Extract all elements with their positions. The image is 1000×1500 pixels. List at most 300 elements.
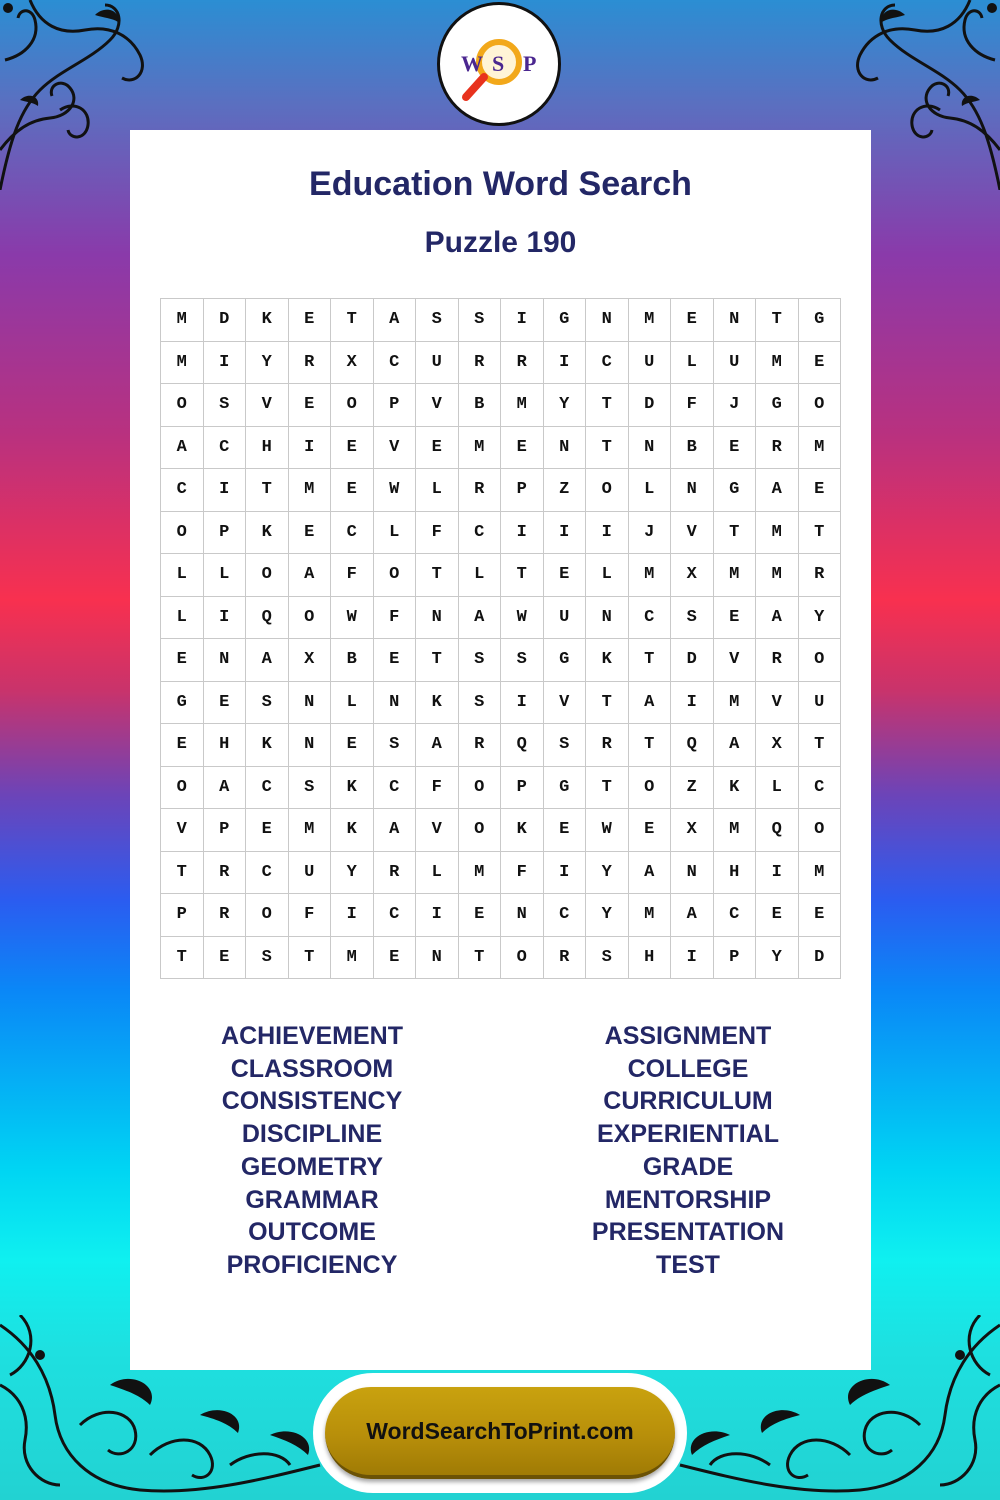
grid-cell[interactable]: H	[203, 724, 246, 767]
grid-cell[interactable]: A	[458, 596, 501, 639]
grid-cell[interactable]: R	[373, 851, 416, 894]
grid-cell[interactable]: A	[671, 894, 714, 937]
grid-cell[interactable]: O	[161, 384, 204, 427]
grid-cell[interactable]: L	[416, 469, 459, 512]
grid-cell[interactable]: E	[331, 469, 374, 512]
grid-cell[interactable]: O	[798, 384, 841, 427]
grid-cell[interactable]: T	[713, 511, 756, 554]
letter-grid	[160, 298, 841, 979]
grid-cell[interactable]: I	[543, 511, 586, 554]
grid-cell[interactable]: T	[756, 299, 799, 342]
grid-cell[interactable]: C	[161, 469, 204, 512]
grid-cell[interactable]: P	[501, 469, 544, 512]
word-item: CURRICULUM	[603, 1087, 773, 1116]
grid-cell[interactable]: O	[373, 554, 416, 597]
grid-cell[interactable]: H	[628, 936, 671, 979]
grid-cell[interactable]: X	[756, 724, 799, 767]
grid-cell[interactable]: M	[288, 809, 331, 852]
grid-cell[interactable]: U	[416, 341, 459, 384]
grid-cell[interactable]: R	[501, 341, 544, 384]
grid-cell[interactable]: V	[416, 384, 459, 427]
grid-cell[interactable]: F	[416, 766, 459, 809]
grid-cell[interactable]: J	[628, 511, 671, 554]
logo-letter-s: S	[492, 51, 505, 76]
grid-cell[interactable]: E	[288, 384, 331, 427]
grid-cell[interactable]: L	[416, 851, 459, 894]
grid-cell[interactable]: G	[543, 299, 586, 342]
site-link[interactable]: WordSearchToPrint.com	[325, 1387, 675, 1479]
word-item: GEOMETRY	[240, 1152, 384, 1181]
grid-cell[interactable]: A	[756, 469, 799, 512]
grid-cell[interactable]: I	[501, 511, 544, 554]
grid-cell[interactable]: Z	[671, 766, 714, 809]
grid-cell[interactable]: K	[246, 511, 289, 554]
grid-row	[161, 639, 841, 682]
grid-cell[interactable]: E	[458, 894, 501, 937]
grid-cell[interactable]: H	[246, 426, 289, 469]
grid-cell[interactable]: A	[373, 299, 416, 342]
grid-cell[interactable]: K	[586, 639, 629, 682]
grid-cell[interactable]: P	[203, 511, 246, 554]
grid-cell[interactable]: V	[713, 639, 756, 682]
grid-cell[interactable]: M	[331, 936, 374, 979]
grid-cell[interactable]: O	[161, 511, 204, 554]
grid-cell[interactable]: F	[373, 596, 416, 639]
grid-cell[interactable]: G	[161, 681, 204, 724]
word-item: MENTORSHIP	[604, 1185, 772, 1214]
grid-cell[interactable]: M	[756, 511, 799, 554]
grid-cell[interactable]: M	[458, 851, 501, 894]
grid-cell[interactable]: D	[203, 299, 246, 342]
word-item: TEST	[656, 1250, 720, 1279]
grid-row	[161, 554, 841, 597]
grid-cell[interactable]: S	[246, 681, 289, 724]
grid-cell[interactable]: T	[458, 936, 501, 979]
grid-row	[161, 681, 841, 724]
grid-cell[interactable]: E	[288, 299, 331, 342]
grid-cell[interactable]: T	[628, 724, 671, 767]
grid-cell[interactable]: S	[586, 936, 629, 979]
grid-cell[interactable]: I	[203, 596, 246, 639]
grid-cell[interactable]: T	[586, 426, 629, 469]
grid-row	[161, 894, 841, 937]
grid-cell[interactable]: V	[671, 511, 714, 554]
grid-cell[interactable]: O	[798, 639, 841, 682]
grid-cell[interactable]: E	[331, 724, 374, 767]
grid-cell[interactable]: X	[288, 639, 331, 682]
grid-cell[interactable]: O	[288, 596, 331, 639]
grid-cell[interactable]: K	[713, 766, 756, 809]
grid-cell[interactable]: M	[161, 341, 204, 384]
grid-cell[interactable]: E	[798, 894, 841, 937]
grid-cell[interactable]: E	[203, 681, 246, 724]
grid-cell[interactable]: M	[458, 426, 501, 469]
grid-cell[interactable]: Q	[501, 724, 544, 767]
grid-cell[interactable]: T	[586, 681, 629, 724]
grid-cell[interactable]: M	[501, 384, 544, 427]
grid-cell[interactable]: U	[713, 341, 756, 384]
word-item: GRADE	[642, 1152, 734, 1181]
grid-cell[interactable]: M	[628, 894, 671, 937]
grid-cell[interactable]: K	[246, 299, 289, 342]
grid-cell[interactable]: K	[501, 809, 544, 852]
grid-cell[interactable]: C	[373, 341, 416, 384]
grid-cell[interactable]: N	[416, 936, 459, 979]
grid-cell[interactable]: T	[416, 554, 459, 597]
grid-cell[interactable]: G	[756, 384, 799, 427]
word-item: DISCIPLINE	[241, 1120, 383, 1149]
grid-cell[interactable]: R	[203, 894, 246, 937]
grid-cell[interactable]: E	[756, 894, 799, 937]
grid-cell[interactable]: Y	[246, 341, 289, 384]
grid-cell[interactable]: N	[628, 426, 671, 469]
grid-cell[interactable]: X	[331, 341, 374, 384]
grid-cell[interactable]: G	[543, 766, 586, 809]
grid-cell[interactable]: E	[628, 809, 671, 852]
grid-cell[interactable]: T	[161, 851, 204, 894]
grid-cell[interactable]: E	[416, 426, 459, 469]
grid-row	[161, 724, 841, 767]
grid-cell[interactable]: U	[798, 681, 841, 724]
grid-cell[interactable]: M	[756, 554, 799, 597]
grid-cell[interactable]: R	[586, 724, 629, 767]
grid-cell[interactable]: A	[246, 639, 289, 682]
grid-cell[interactable]: K	[416, 681, 459, 724]
grid-cell[interactable]: C	[458, 511, 501, 554]
grid-row	[161, 809, 841, 852]
grid-cell[interactable]: R	[543, 936, 586, 979]
grid-cell[interactable]: I	[756, 851, 799, 894]
grid-cell[interactable]: E	[373, 936, 416, 979]
word-item: ASSIGNMENT	[604, 1022, 772, 1050]
grid-cell[interactable]: E	[543, 809, 586, 852]
grid-cell[interactable]: P	[373, 384, 416, 427]
grid-cell[interactable]: I	[331, 894, 374, 937]
grid-cell[interactable]: T	[331, 299, 374, 342]
grid-cell[interactable]: C	[628, 596, 671, 639]
word-item: EXPERIENTIAL	[597, 1120, 779, 1149]
grid-cell[interactable]: S	[458, 681, 501, 724]
grid-cell[interactable]: B	[671, 426, 714, 469]
grid-cell[interactable]: E	[501, 426, 544, 469]
grid-cell[interactable]: E	[798, 469, 841, 512]
grid-cell[interactable]: N	[416, 596, 459, 639]
grid-cell[interactable]: L	[756, 766, 799, 809]
grid-cell[interactable]: L	[203, 554, 246, 597]
grid-cell[interactable]: O	[458, 809, 501, 852]
grid-cell[interactable]: P	[501, 766, 544, 809]
grid-cell[interactable]: A	[373, 809, 416, 852]
grid-cell[interactable]: W	[501, 596, 544, 639]
grid-row	[161, 936, 841, 979]
grid-cell[interactable]: T	[416, 639, 459, 682]
grid-cell[interactable]: O	[458, 766, 501, 809]
grid-cell[interactable]: E	[543, 554, 586, 597]
grid-cell[interactable]: B	[458, 384, 501, 427]
grid-cell[interactable]: T	[628, 639, 671, 682]
grid-cell[interactable]: Q	[246, 596, 289, 639]
grid-cell[interactable]: I	[288, 426, 331, 469]
grid-cell[interactable]: P	[203, 809, 246, 852]
grid-cell[interactable]: S	[416, 299, 459, 342]
grid-cell[interactable]: M	[628, 299, 671, 342]
grid-cell[interactable]: E	[331, 426, 374, 469]
grid-cell[interactable]: S	[458, 639, 501, 682]
grid-cell[interactable]: D	[628, 384, 671, 427]
grid-cell[interactable]: K	[331, 809, 374, 852]
grid-cell[interactable]: A	[628, 851, 671, 894]
grid-cell[interactable]: C	[713, 894, 756, 937]
grid-cell[interactable]: M	[161, 299, 204, 342]
grid-cell[interactable]: S	[458, 299, 501, 342]
grid-cell[interactable]: D	[671, 639, 714, 682]
grid-cell[interactable]: Y	[586, 851, 629, 894]
grid-cell[interactable]: D	[798, 936, 841, 979]
logo-letter-p: P	[523, 51, 537, 76]
grid-cell[interactable]: O	[798, 809, 841, 852]
grid-cell[interactable]: M	[713, 681, 756, 724]
grid-cell[interactable]: M	[798, 851, 841, 894]
grid-row	[161, 596, 841, 639]
grid-cell[interactable]: E	[713, 596, 756, 639]
grid-cell[interactable]: F	[501, 851, 544, 894]
word-item: ACHIEVEMENT	[221, 1022, 403, 1050]
grid-cell[interactable]: L	[373, 511, 416, 554]
word-list-left	[162, 1020, 462, 1282]
grid-cell[interactable]: V	[543, 681, 586, 724]
grid-cell[interactable]: P	[713, 936, 756, 979]
grid-cell[interactable]: N	[586, 299, 629, 342]
grid-cell[interactable]: E	[246, 809, 289, 852]
grid-cell[interactable]: A	[161, 426, 204, 469]
grid-cell[interactable]: I	[501, 681, 544, 724]
grid-cell[interactable]: N	[543, 426, 586, 469]
grid-cell[interactable]: V	[161, 809, 204, 852]
grid-cell[interactable]: I	[543, 851, 586, 894]
grid-cell[interactable]: E	[161, 639, 204, 682]
grid-cell[interactable]: A	[756, 596, 799, 639]
grid-cell[interactable]: I	[543, 341, 586, 384]
grid-cell[interactable]: U	[288, 851, 331, 894]
grid-row	[161, 384, 841, 427]
grid-row	[161, 469, 841, 512]
grid-cell[interactable]: F	[671, 384, 714, 427]
grid-cell[interactable]: C	[373, 766, 416, 809]
grid-cell[interactable]: O	[246, 554, 289, 597]
grid-cell[interactable]: F	[288, 894, 331, 937]
grid-cell[interactable]: E	[161, 724, 204, 767]
grid-cell[interactable]: M	[713, 554, 756, 597]
grid-cell[interactable]: C	[203, 426, 246, 469]
grid-cell[interactable]: A	[713, 724, 756, 767]
grid-cell[interactable]: V	[373, 426, 416, 469]
grid-cell[interactable]: G	[543, 639, 586, 682]
grid-cell[interactable]: G	[798, 299, 841, 342]
grid-cell[interactable]: S	[203, 384, 246, 427]
grid-cell[interactable]: E	[373, 639, 416, 682]
grid-cell[interactable]: A	[203, 766, 246, 809]
grid-cell[interactable]: I	[416, 894, 459, 937]
grid-cell[interactable]: R	[458, 724, 501, 767]
grid-cell[interactable]: R	[288, 341, 331, 384]
grid-cell[interactable]: O	[628, 766, 671, 809]
word-item: OUTCOME	[248, 1218, 376, 1247]
grid-cell[interactable]: L	[671, 341, 714, 384]
grid-cell[interactable]: Q	[671, 724, 714, 767]
grid-cell[interactable]: H	[713, 851, 756, 894]
grid-cell[interactable]: B	[331, 639, 374, 682]
grid-cell[interactable]: O	[246, 894, 289, 937]
puzzle-card	[130, 130, 871, 1370]
grid-cell[interactable]: M	[756, 341, 799, 384]
grid-cell[interactable]: O	[586, 469, 629, 512]
word-item: GRAMMAR	[245, 1185, 379, 1214]
grid-cell[interactable]: A	[288, 554, 331, 597]
grid-cell[interactable]: I	[671, 681, 714, 724]
grid-cell[interactable]: M	[628, 554, 671, 597]
grid-cell[interactable]: A	[416, 724, 459, 767]
grid-cell[interactable]: S	[288, 766, 331, 809]
grid-cell[interactable]: Y	[798, 596, 841, 639]
grid-cell[interactable]: O	[331, 384, 374, 427]
grid-cell[interactable]: S	[671, 596, 714, 639]
grid-cell[interactable]: F	[416, 511, 459, 554]
magnifier-icon	[440, 5, 558, 123]
grid-cell[interactable]: U	[543, 596, 586, 639]
page-title: Education Word Search	[309, 165, 692, 203]
grid-row	[161, 426, 841, 469]
grid-cell[interactable]: V	[416, 809, 459, 852]
grid-cell[interactable]: C	[543, 894, 586, 937]
grid-cell[interactable]: N	[671, 469, 714, 512]
grid-cell[interactable]: M	[713, 809, 756, 852]
grid-cell[interactable]: I	[203, 341, 246, 384]
grid-cell[interactable]: C	[331, 511, 374, 554]
grid-cell[interactable]: T	[246, 469, 289, 512]
grid-cell[interactable]: S	[501, 639, 544, 682]
footer-badge	[313, 1373, 687, 1493]
grid-cell[interactable]: E	[288, 511, 331, 554]
grid-cell[interactable]: Y	[543, 384, 586, 427]
grid-row	[161, 299, 841, 342]
grid-cell[interactable]: S	[543, 724, 586, 767]
grid-cell[interactable]: S	[246, 936, 289, 979]
grid-row	[161, 511, 841, 554]
grid-cell[interactable]: Q	[756, 809, 799, 852]
grid-cell[interactable]: X	[671, 809, 714, 852]
grid-cell[interactable]: E	[203, 936, 246, 979]
grid-cell[interactable]: N	[586, 596, 629, 639]
grid-cell[interactable]: E	[798, 341, 841, 384]
grid-cell[interactable]: T	[586, 766, 629, 809]
grid-cell[interactable]: N	[288, 681, 331, 724]
grid-cell[interactable]: L	[331, 681, 374, 724]
grid-cell[interactable]: Y	[756, 936, 799, 979]
grid-cell[interactable]: K	[246, 724, 289, 767]
grid-cell[interactable]: C	[246, 766, 289, 809]
grid-cell[interactable]: F	[331, 554, 374, 597]
grid-cell[interactable]: T	[161, 936, 204, 979]
grid-cell[interactable]: R	[458, 469, 501, 512]
grid-cell[interactable]: G	[713, 469, 756, 512]
word-item: CONSISTENCY	[221, 1087, 403, 1116]
grid-cell[interactable]: I	[586, 511, 629, 554]
grid-cell[interactable]: S	[373, 724, 416, 767]
grid-cell[interactable]: W	[331, 596, 374, 639]
grid-cell[interactable]: R	[203, 851, 246, 894]
grid-cell[interactable]: L	[161, 554, 204, 597]
grid-cell[interactable]: E	[671, 299, 714, 342]
grid-cell[interactable]: M	[798, 426, 841, 469]
grid-cell[interactable]: N	[713, 299, 756, 342]
grid-cell[interactable]: T	[586, 384, 629, 427]
grid-cell[interactable]: J	[713, 384, 756, 427]
corner-flourish-top-left	[0, 0, 150, 190]
grid-cell[interactable]: C	[798, 766, 841, 809]
grid-cell[interactable]: I	[203, 469, 246, 512]
word-item: PRESENTATION	[591, 1218, 785, 1247]
grid-cell[interactable]: L	[586, 554, 629, 597]
logo-letter-w: W	[461, 51, 483, 76]
grid-cell[interactable]: R	[458, 341, 501, 384]
grid-cell[interactable]: Y	[586, 894, 629, 937]
grid-cell[interactable]: N	[203, 639, 246, 682]
grid-cell[interactable]: T	[798, 511, 841, 554]
grid-cell[interactable]: E	[713, 426, 756, 469]
grid-cell[interactable]: K	[331, 766, 374, 809]
word-list-right	[538, 1020, 838, 1282]
grid-cell[interactable]: T	[501, 554, 544, 597]
grid-cell[interactable]: P	[161, 894, 204, 937]
grid-cell[interactable]: C	[246, 851, 289, 894]
grid-cell[interactable]: A	[628, 681, 671, 724]
grid-cell[interactable]: C	[373, 894, 416, 937]
grid-cell[interactable]: I	[671, 936, 714, 979]
grid-cell[interactable]: V	[246, 384, 289, 427]
puzzle-number: Puzzle 190	[424, 226, 577, 259]
grid-cell[interactable]: O	[501, 936, 544, 979]
grid-cell[interactable]: T	[288, 936, 331, 979]
grid-cell[interactable]: N	[501, 894, 544, 937]
grid-cell[interactable]: W	[586, 809, 629, 852]
grid-cell[interactable]: U	[628, 341, 671, 384]
grid-row	[161, 341, 841, 384]
grid-cell[interactable]: M	[288, 469, 331, 512]
grid-cell[interactable]: L	[161, 596, 204, 639]
grid-cell[interactable]: Z	[543, 469, 586, 512]
corner-flourish-top-right	[850, 0, 1000, 190]
grid-cell[interactable]: O	[161, 766, 204, 809]
grid-cell[interactable]: N	[288, 724, 331, 767]
grid-cell[interactable]: Y	[331, 851, 374, 894]
word-item: CLASSROOM	[230, 1054, 394, 1083]
grid-cell[interactable]: N	[671, 851, 714, 894]
grid-cell[interactable]: L	[628, 469, 671, 512]
grid-cell[interactable]: L	[458, 554, 501, 597]
grid-cell[interactable]: X	[671, 554, 714, 597]
grid-cell[interactable]: V	[756, 681, 799, 724]
grid-cell[interactable]: T	[798, 724, 841, 767]
word-item: PROFICIENCY	[226, 1250, 398, 1279]
grid-cell[interactable]: C	[586, 341, 629, 384]
grid-row	[161, 851, 841, 894]
grid-cell[interactable]: I	[501, 299, 544, 342]
grid-cell[interactable]: N	[373, 681, 416, 724]
grid-cell[interactable]: R	[756, 639, 799, 682]
grid-cell[interactable]: R	[798, 554, 841, 597]
grid-cell[interactable]: W	[373, 469, 416, 512]
grid-cell[interactable]: R	[756, 426, 799, 469]
